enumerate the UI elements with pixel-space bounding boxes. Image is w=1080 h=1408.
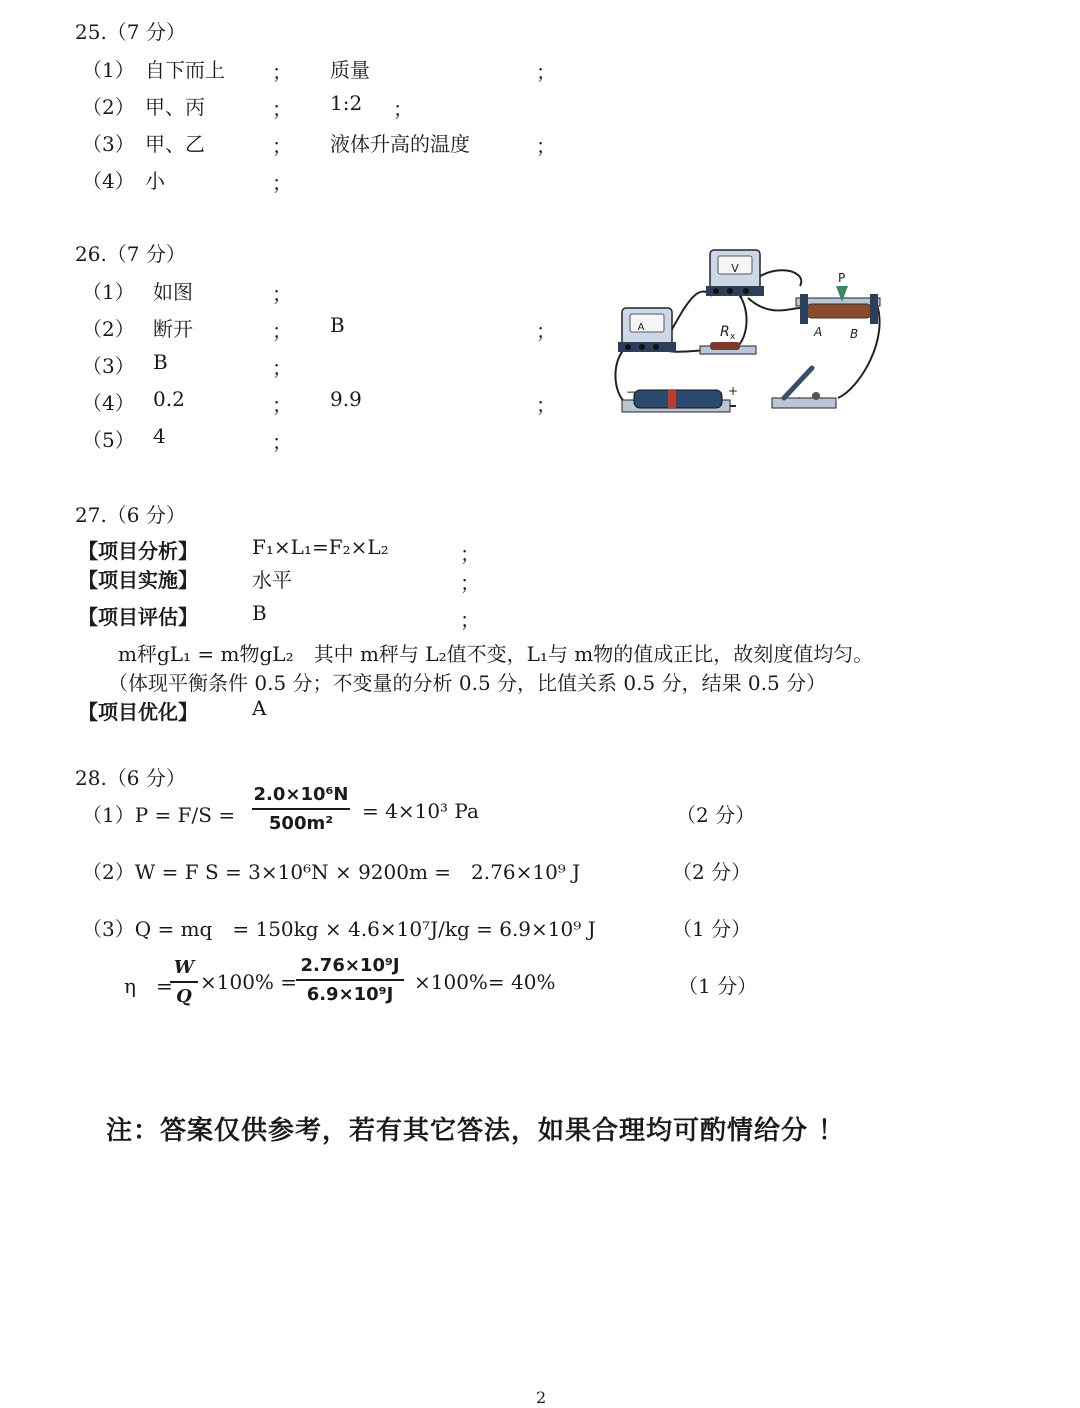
ammeter-icon xyxy=(618,308,676,352)
q27-analysis-sep: ； xyxy=(460,542,480,566)
battery-icon xyxy=(622,384,738,412)
q28-part1-fraction xyxy=(252,784,350,834)
battery-minus-label: − xyxy=(626,385,637,399)
q25-row3-number: （3） xyxy=(82,132,135,156)
q25-header: 25.（7 分） xyxy=(75,20,186,44)
q27-analysis-value: F₁×L₁=F₂×L₂ xyxy=(252,535,389,559)
circuit-diagram xyxy=(600,238,900,428)
q25-row4-answer-a: 小 xyxy=(145,169,165,193)
q28-part1-numerator: 2.0×10⁶N xyxy=(253,784,349,805)
q28-part1-denominator: 500m² xyxy=(268,813,334,834)
q26-row5-answer-a: 4 xyxy=(153,424,166,448)
q26-header: 26.（7 分） xyxy=(75,242,186,266)
q28-part1-result: = 4×10³ Pa xyxy=(362,799,479,823)
q26-row1-sep1: ； xyxy=(272,282,292,306)
q28-efficiency-denominator: 6.9×10⁹J xyxy=(306,984,394,1005)
q28-efficiency-denominator-q: Q xyxy=(176,986,192,1007)
q27-optimize-value: A xyxy=(252,696,267,720)
q26-row5-number: （5） xyxy=(82,428,135,452)
q26-row4-answer-b: 9.9 xyxy=(330,387,362,411)
q28-efficiency-numerator-w: W xyxy=(173,957,195,978)
q26-row3-number: （3） xyxy=(82,354,135,378)
q28-efficiency-fraction-wq xyxy=(170,957,198,1007)
q27-explanation-line2: （体现平衡条件 0.5 分；不变量的分析 0.5 分，比值关系 0.5 分，结果 0.5 分） xyxy=(108,671,827,695)
rheostat-a-label: A xyxy=(814,325,823,339)
q25-row3-answer-a: 甲、乙 xyxy=(145,132,205,156)
q27-evaluate-label: 【项目评估】 xyxy=(78,605,198,629)
q26-row1-answer-a: 如图 xyxy=(153,280,193,304)
q25-row2-answer-a: 甲、丙 xyxy=(145,95,205,119)
q26-row2-number: （2） xyxy=(82,317,135,341)
q25-row3-sep1: ； xyxy=(272,134,292,158)
q28-efficiency-result: ×100%= 40% xyxy=(414,970,556,994)
q28-efficiency-fraction xyxy=(296,955,404,1005)
fraction-bar xyxy=(170,981,198,983)
q28-efficiency-mid: ×100% = xyxy=(200,970,298,994)
q27-implement-sep: ； xyxy=(460,571,480,595)
q25-row2-sep2: ； xyxy=(393,97,413,121)
q25-row3-answer-b: 液体升高的温度 xyxy=(330,132,470,156)
q26-row2-sep1: ； xyxy=(272,319,292,343)
q25-row1-answer-b: 质量 xyxy=(330,58,370,82)
q27-implement-value: 水平 xyxy=(252,568,292,592)
q28-part2-formula: （2）W = F S = 3×10⁶N × 9200m = 2.76×10⁹ J xyxy=(82,860,581,884)
q26-row2-answer-b: B xyxy=(330,313,345,337)
rheostat-p-label: P xyxy=(838,271,846,285)
q28-header: 28.（6 分） xyxy=(75,766,186,790)
q25-row2-number: （2） xyxy=(82,95,135,119)
q27-implement-label: 【项目实施】 xyxy=(78,568,198,592)
page-number: 2 xyxy=(536,1388,547,1407)
fraction-bar xyxy=(252,808,350,810)
q28-part3-score: （1 分） xyxy=(672,917,752,941)
q27-evaluate-sep: ； xyxy=(460,608,480,632)
q27-analysis-label: 【项目分析】 xyxy=(78,539,198,563)
rheostat-icon xyxy=(796,271,880,341)
q28-efficiency-prefix: η = xyxy=(124,974,173,998)
voltmeter-icon xyxy=(706,250,764,296)
q27-header: 27.（6 分） xyxy=(75,503,186,527)
resistor-label: R xyxy=(720,324,730,340)
q27-evaluate-value: B xyxy=(252,601,267,625)
fraction-bar xyxy=(296,979,404,981)
q25-row4-sep1: ； xyxy=(272,171,292,195)
q25-row1-sep2: ； xyxy=(536,60,556,84)
resistor-icon xyxy=(700,324,756,354)
q27-explanation-line1: m秤gL₁ = m物gL₂ 其中 m秤与 L₂值不变，L₁与 m物的值成正比，故刻度值均匀。 xyxy=(118,642,874,666)
q26-row4-sep1: ； xyxy=(272,393,292,417)
q27-optimize-label: 【项目优化】 xyxy=(78,700,198,724)
q26-row4-answer-a: 0.2 xyxy=(153,387,185,411)
q25-row1-sep1: ； xyxy=(272,60,292,84)
q25-row2-answer-b: 1:2 xyxy=(330,91,363,115)
q28-efficiency-score: （1 分） xyxy=(678,974,758,998)
q25-row4-number: （4） xyxy=(82,169,135,193)
q28-part2-score: （2 分） xyxy=(672,860,752,884)
voltmeter-label: V xyxy=(731,262,739,275)
q26-row1-number: （1） xyxy=(82,280,135,304)
q26-row4-number: （4） xyxy=(82,391,135,415)
footer-note: 注：答案仅供参考，若有其它答法，如果合理均可酌情给分 ！ xyxy=(106,1116,846,1146)
rheostat-b-label: B xyxy=(850,327,859,341)
q26-row3-answer-a: B xyxy=(153,350,168,374)
q28-part1-prefix: （1）P = F/S = xyxy=(82,803,236,827)
q28-part1-score: （2 分） xyxy=(676,803,756,827)
battery-plus-label: + xyxy=(728,384,739,398)
q25-row1-number: （1） xyxy=(82,58,135,82)
q26-row4-sep2: ； xyxy=(536,393,556,417)
q28-part3-formula: （3）Q = mq = 150kg × 4.6×10⁷J/kg = 6.9×10⁹ J xyxy=(82,917,596,941)
q26-row2-sep2: ； xyxy=(536,319,556,343)
switch-icon xyxy=(772,368,836,408)
q26-row3-sep1: ； xyxy=(272,356,292,380)
q25-row2-sep1: ； xyxy=(272,97,292,121)
ammeter-label: A xyxy=(637,322,645,333)
q26-row2-answer-a: 断开 xyxy=(153,317,193,341)
q25-row3-sep2: ； xyxy=(536,134,556,158)
q28-efficiency-numerator: 2.76×10⁹J xyxy=(300,955,400,976)
q26-row5-sep1: ； xyxy=(272,430,292,454)
q25-row1-answer-a: 自下而上 xyxy=(145,58,225,82)
resistor-subscript: x xyxy=(730,332,736,342)
